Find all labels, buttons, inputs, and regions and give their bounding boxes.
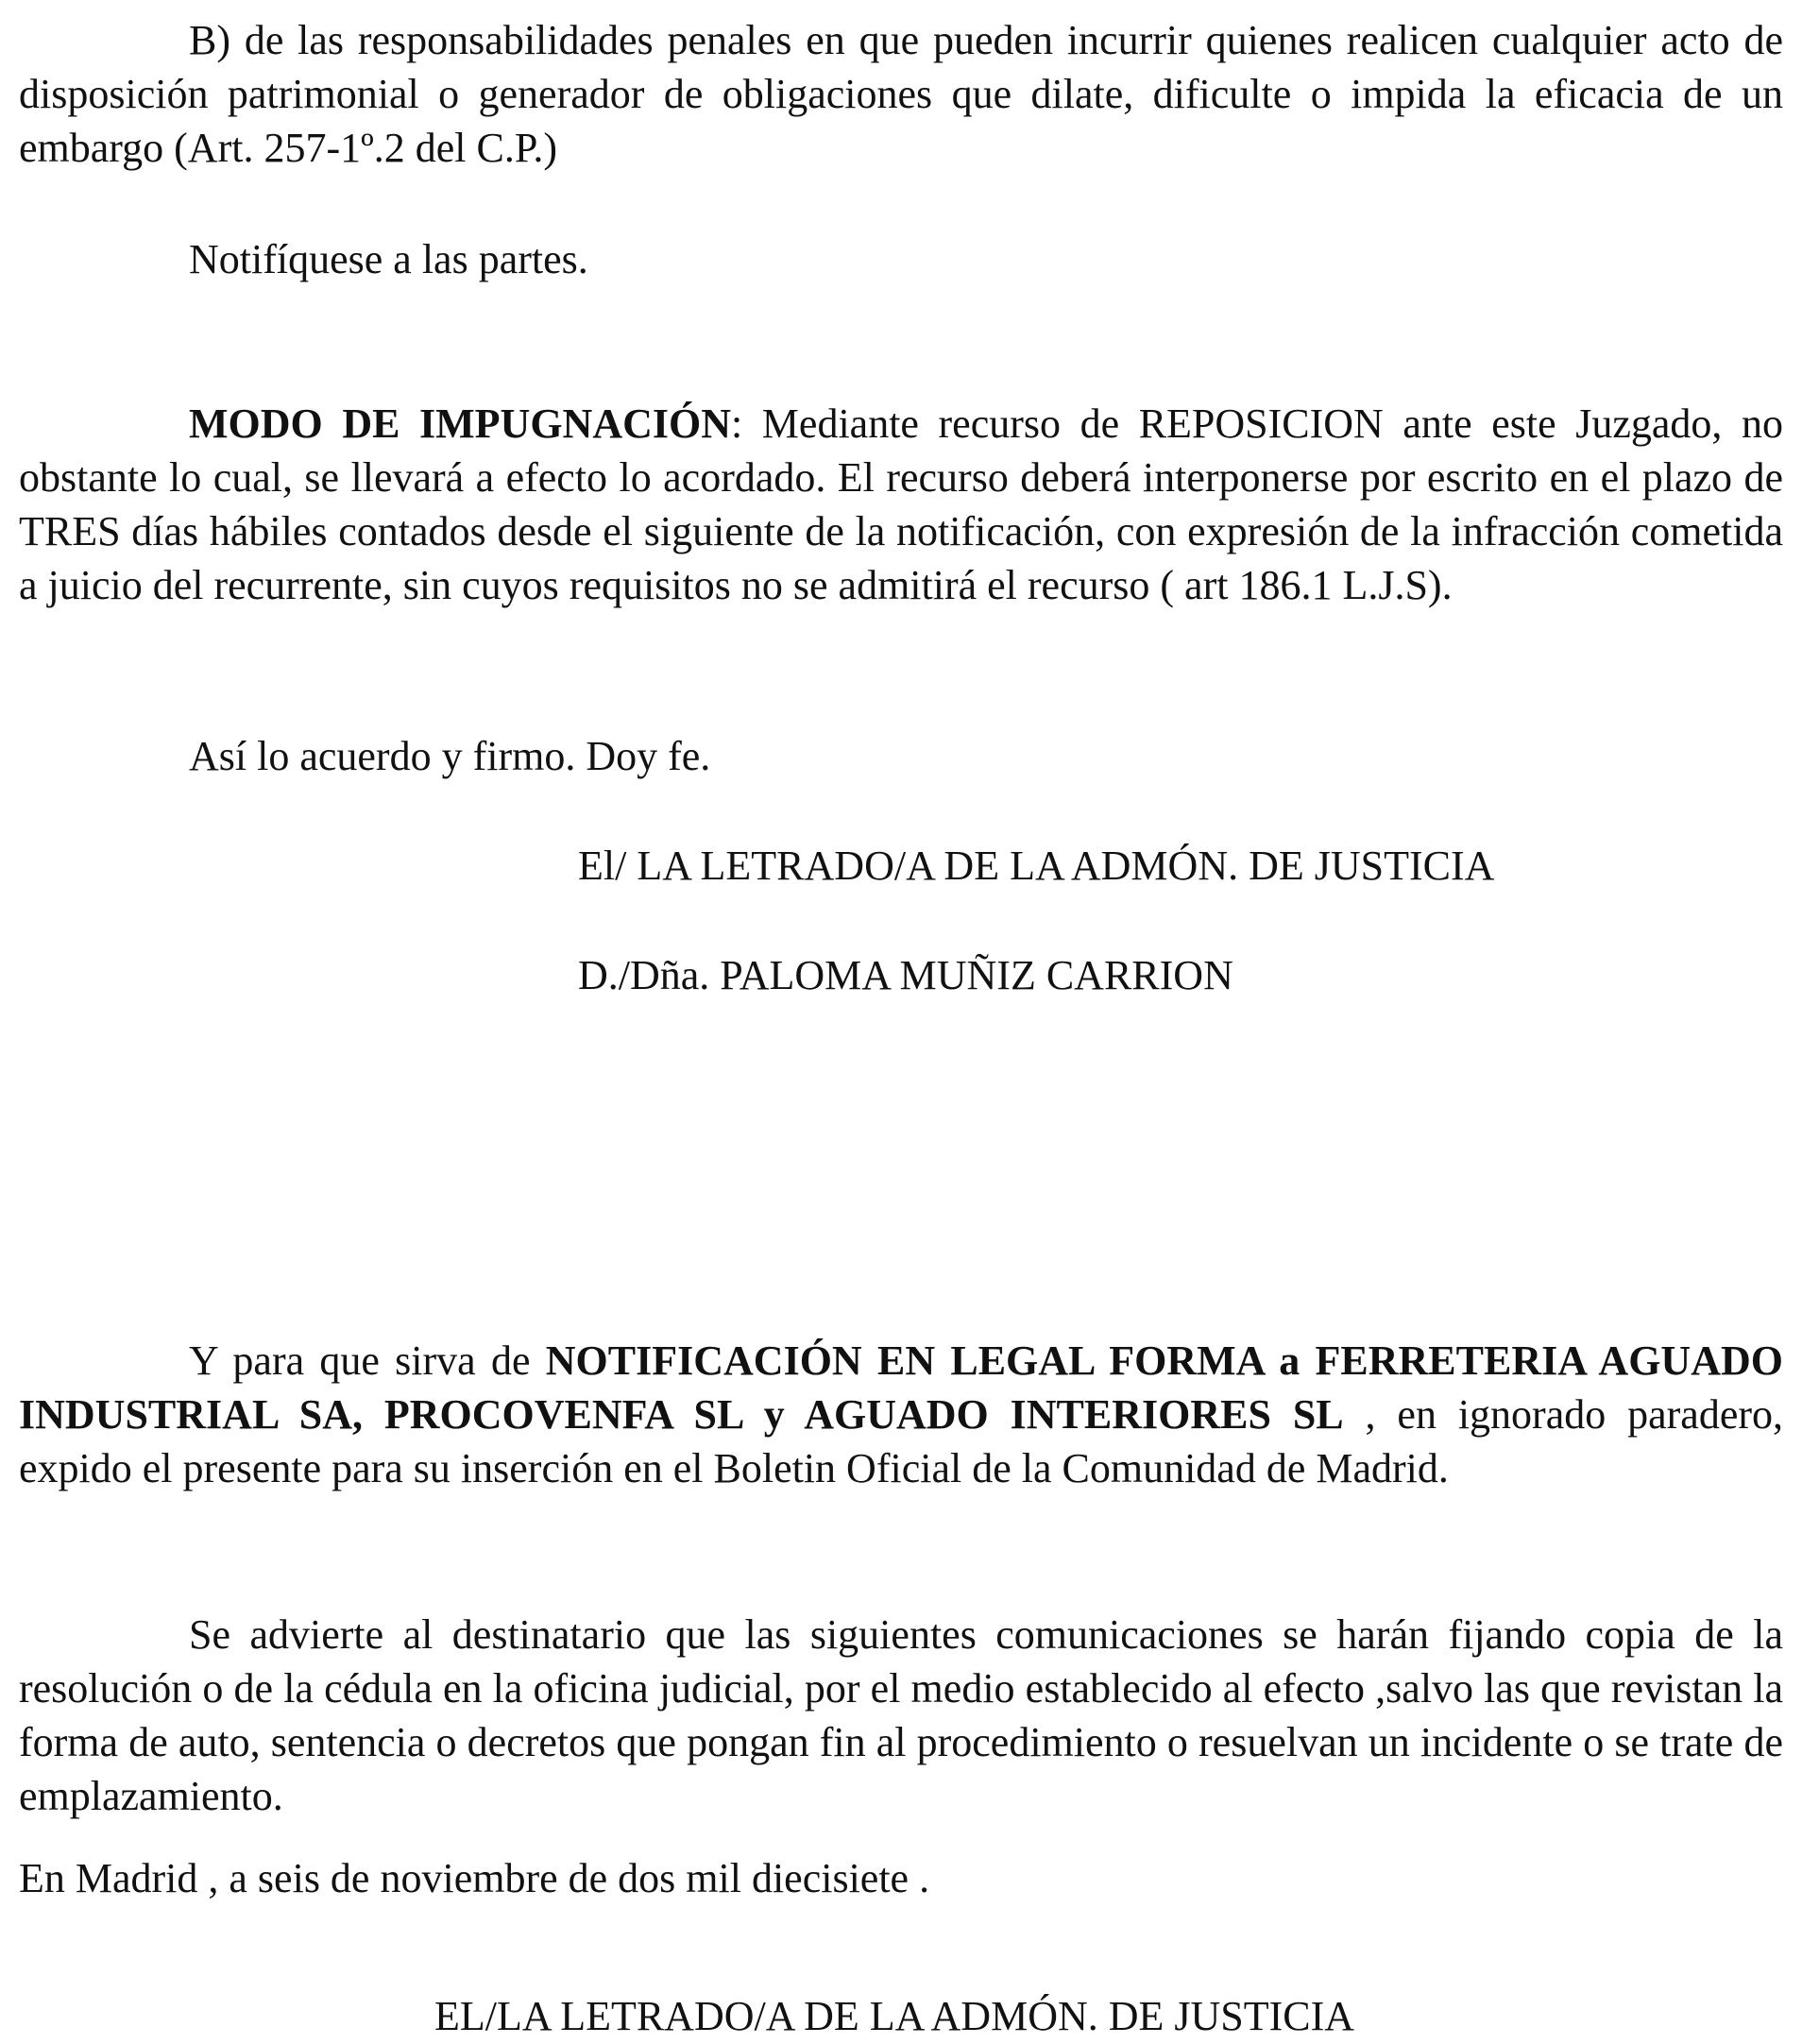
paragraph-asi-lo-acuerdo-text: Así lo acuerdo y firmo. Doy fe. (189, 733, 711, 779)
paragraph-notifiquese-text: Notifíquese a las partes. (189, 236, 588, 282)
paragraph-advertencia (19, 1608, 1783, 1823)
paragraph-responsabilidades (19, 13, 1783, 175)
paragraph-notificacion-intro: Y para que sirva de (189, 1337, 546, 1384)
paragraph-asi-lo-acuerdo (19, 729, 1783, 783)
paragraph-modo-impugnacion (19, 397, 1783, 612)
paragraph-notificacion-rest: , en ignorado paradero, expido el presente para su inserción en el Boletin Oficial de la Comunidad de Madrid. (19, 1391, 1784, 1491)
paragraph-notificacion (19, 1334, 1783, 1495)
paragraph-modo-impugnacion-text: : Mediante recurso de REPOSICION ante este Juzgado, no obstante lo cual, se llevará a efecto lo acordado. El recurso deberá interponerse por escrito en el plazo de TRES días hábiles contados desde el siguiente de la notificación, con expresión de la infracción cometida a juicio del recurrente, sin cuyos requisitos no se admitirá el recurso ( art 186.1 L.J.S). (19, 400, 1783, 608)
signature-name: D./Dña. PALOMA MUÑIZ CARRION (578, 952, 1233, 998)
signature-title-2: EL/LA LETRADO/A DE LA ADMÓN. DE JUSTICIA (434, 1993, 1355, 2039)
paragraph-advertencia-text: Se advierte al destinatario que las siguientes comunicaciones se harán fijando copia de la resolución o de la cédula en la oficina judicial, por el medio establecido al efecto ,salvo las que revistan la forma de auto, sentencia o decretos que pongan fin al procedimiento o resuelvan un incidente o se trate de emplazamiento. (19, 1611, 1783, 1819)
paragraph-fecha: En Madrid , a seis de noviembre de dos mil diecisiete . (19, 1855, 930, 1901)
signature-title-1: El/ LA LETRADO/A DE LA ADMÓN. DE JUSTICIA (578, 843, 1495, 889)
paragraph-notificacion-parties: NOTIFICACIÓN EN LEGAL FORMA a FERRETERIA AGUADO INDUSTRIAL SA, PROCOVENFA SL y AGUADO INTERIORES SL (19, 1337, 1783, 1438)
paragraph-responsabilidades-text: B) de las responsabilidades penales en que pueden incurrir quienes realicen cualquier acto de disposición patrimonial o generador de obligaciones que dilate, dificulte o impida la eficacia de un embargo (Art. 257-1º.2 del C.P.) (19, 17, 1783, 171)
paragraph-notifiquese (19, 232, 1783, 286)
heading-modo-impugnacion: MODO DE IMPUGNACIÓN (189, 400, 731, 447)
